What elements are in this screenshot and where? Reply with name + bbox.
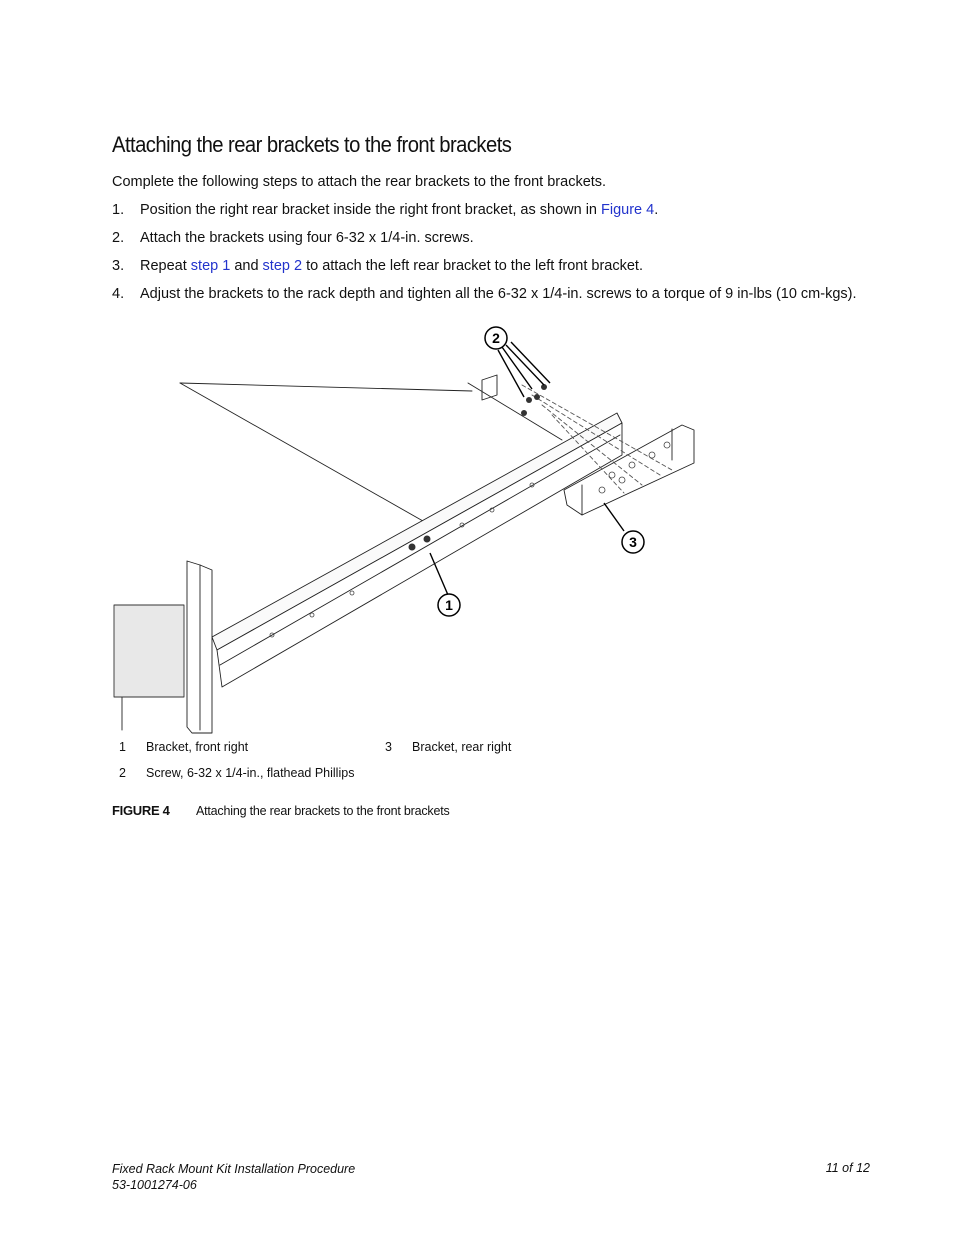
step-text: Position the right rear bracket inside the right front bracket, as shown in Figure 4. (140, 202, 659, 218)
step-text: Repeat step 1 and step 2 to attach the left rear bracket to the left front bracket. (140, 258, 643, 274)
callout-label: 2 (492, 330, 500, 346)
bracket-illustration (112, 325, 696, 737)
legend-label: Screw, 6-32 x 1/4-in., flathead Phillips (146, 766, 355, 780)
figure-label: FIGURE 4 (112, 803, 170, 818)
step-number: 3. (112, 258, 125, 274)
step-number: 2. (112, 230, 125, 246)
step-number: 1. (112, 202, 125, 218)
legend-label: Bracket, rear right (412, 740, 512, 754)
legend-label: Bracket, front right (146, 740, 249, 754)
page-number: 11 of 12 (825, 1161, 870, 1175)
document-number: 53-1001274-06 (112, 1178, 197, 1192)
figure-caption (112, 803, 450, 818)
intro-paragraph: Complete the following steps to attach the rear brackets to the front brackets. (112, 174, 607, 190)
step-text: Attach the brackets using four 6-32 x 1/4-in. screws. (140, 230, 474, 246)
step-1-link[interactable]: step 1 (190, 258, 231, 274)
document-title: Fixed Rack Mount Kit Installation Procedure (112, 1162, 356, 1176)
step-text: Adjust the brackets to the rack depth and tighten all the 6-32 x 1/4-in. screws to a torque of 9 in-lbs (10 cm-kgs). (140, 286, 857, 302)
step-number: 4. (112, 286, 125, 302)
figure-title: Attaching the rear brackets to the front brackets (196, 804, 450, 818)
footer-document-info (112, 1161, 355, 1193)
legend-number: 2 (119, 766, 126, 780)
legend-number: 3 (385, 740, 392, 754)
figure-4-link[interactable]: Figure 4 (601, 202, 655, 218)
step-2-link[interactable]: step 2 (262, 258, 303, 274)
callout-label: 3 (629, 534, 637, 550)
callout-label: 1 (445, 597, 453, 613)
legend-number: 1 (119, 740, 126, 754)
section-heading: Attaching the rear brackets to the front brackets (112, 132, 512, 157)
